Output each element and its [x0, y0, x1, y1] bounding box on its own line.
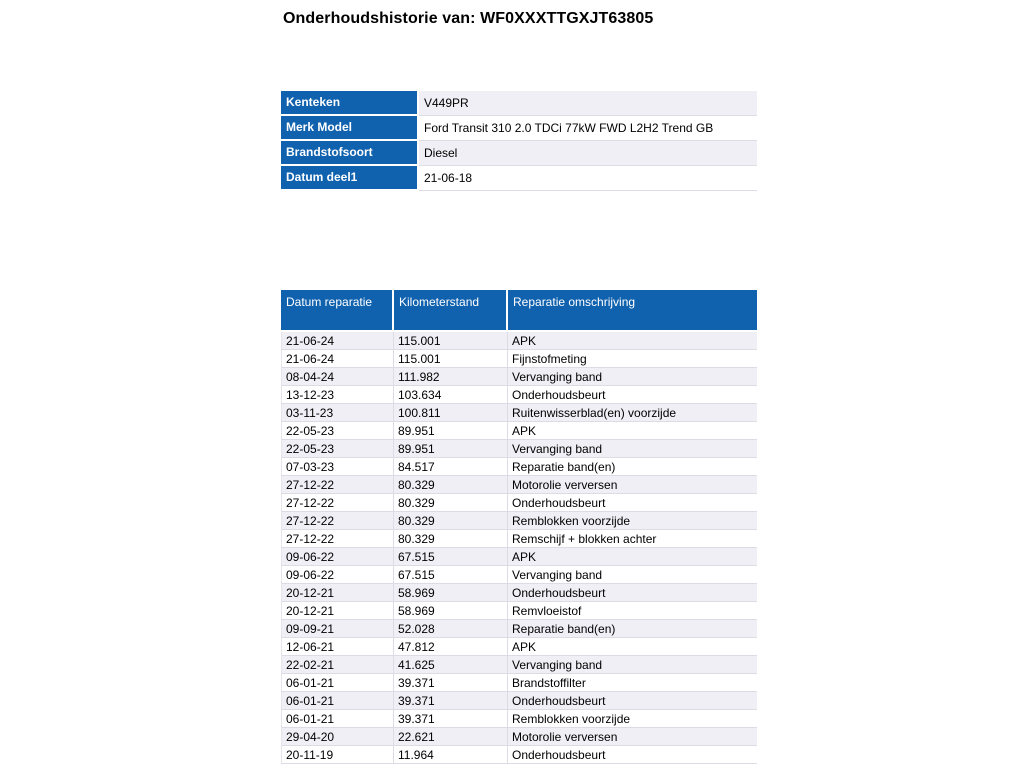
table-row [281, 368, 757, 386]
table-row [281, 548, 757, 566]
cell-datum-reparatie: 06-01-21 [282, 692, 394, 709]
cell-kilometerstand: 22.621 [394, 728, 508, 745]
cell-kilometerstand: 41.625 [394, 656, 508, 673]
info-value: 21-06-18 [419, 166, 757, 191]
cell-kilometerstand: 67.515 [394, 566, 508, 583]
table-row [281, 476, 757, 494]
cell-datum-reparatie: 21-06-24 [282, 350, 394, 367]
cell-reparatie-omschrijving: Remblokken voorzijde [512, 712, 631, 726]
table-row [281, 566, 757, 584]
info-row [281, 116, 757, 141]
cell-reparatie-omschrijving: Onderhoudsbeurt [512, 694, 606, 708]
table-row [281, 404, 757, 422]
cell-datum-reparatie: 09-09-21 [282, 620, 394, 637]
table-row [281, 386, 757, 404]
cell-reparatie-omschrijving: APK [512, 334, 537, 348]
info-value: V449PR [419, 91, 757, 116]
cell-kilometerstand: 11.964 [394, 746, 508, 763]
cell-kilometerstand: 39.371 [394, 692, 508, 709]
cell-reparatie-omschrijving: Brandstoffilter [512, 676, 586, 690]
info-label: Kenteken [281, 91, 419, 116]
table-row [281, 350, 757, 368]
cell-kilometerstand: 89.951 [394, 440, 508, 457]
column-header [508, 290, 757, 330]
table-row [281, 458, 757, 476]
cell-reparatie-omschrijving: Onderhoudsbeurt [512, 748, 606, 762]
cell-reparatie-omschrijving: Vervanging band [512, 658, 603, 672]
cell-reparatie-omschrijving: Reparatie band(en) [512, 460, 616, 474]
cell-datum-reparatie: 22-05-23 [282, 440, 394, 457]
cell-datum-reparatie: 20-12-21 [282, 584, 394, 601]
cell-datum-reparatie: 12-06-21 [282, 638, 394, 655]
column-header [281, 290, 394, 330]
cell-kilometerstand: 58.969 [394, 602, 508, 619]
cell-kilometerstand: 84.517 [394, 458, 508, 475]
cell-kilometerstand: 100.811 [394, 404, 508, 421]
info-row [281, 141, 757, 166]
cell-datum-reparatie: 20-12-21 [282, 602, 394, 619]
table-row [281, 620, 757, 638]
cell-reparatie-omschrijving: Vervanging band [512, 370, 603, 384]
table-row [281, 422, 757, 440]
cell-kilometerstand: 103.634 [394, 386, 508, 403]
cell-datum-reparatie: 09-06-22 [282, 548, 394, 565]
cell-reparatie-omschrijving: Remvloeistof [512, 604, 582, 618]
table-row [281, 746, 757, 764]
cell-kilometerstand: 80.329 [394, 512, 508, 529]
cell-datum-reparatie: 06-01-21 [282, 710, 394, 727]
cell-datum-reparatie: 27-12-22 [282, 530, 394, 547]
cell-kilometerstand: 80.329 [394, 530, 508, 547]
cell-kilometerstand: 58.969 [394, 584, 508, 601]
info-label: Brandstofsoort [281, 141, 419, 166]
table-row [281, 494, 757, 512]
cell-reparatie-omschrijving: Onderhoudsbeurt [512, 388, 606, 402]
table-row [281, 638, 757, 656]
column-header [394, 290, 508, 330]
page-title: Onderhoudshistorie van: WF0XXXTTGXJT63805 [283, 10, 654, 27]
cell-reparatie-omschrijving: Remschijf + blokken achter [512, 532, 657, 546]
cell-datum-reparatie: 20-11-19 [282, 746, 394, 763]
table-row [281, 602, 757, 620]
cell-reparatie-omschrijving: APK [512, 550, 537, 564]
cell-kilometerstand: 80.329 [394, 476, 508, 493]
cell-reparatie-omschrijving: APK [512, 640, 537, 654]
info-value: Diesel [419, 141, 757, 166]
info-value: Ford Transit 310 2.0 TDCi 77kW FWD L2H2 Trend GB [419, 116, 757, 141]
cell-kilometerstand: 39.371 [394, 710, 508, 727]
cell-datum-reparatie: 13-12-23 [282, 386, 394, 403]
table-row [281, 512, 757, 530]
cell-reparatie-omschrijving: APK [512, 424, 537, 438]
column-header-label: Reparatie omschrijving [513, 295, 636, 309]
info-row [281, 166, 757, 191]
table-row [281, 440, 757, 458]
table-row [281, 584, 757, 602]
cell-reparatie-omschrijving: Onderhoudsbeurt [512, 586, 606, 600]
cell-datum-reparatie: 22-05-23 [282, 422, 394, 439]
cell-reparatie-omschrijving: Reparatie band(en) [512, 622, 616, 636]
table-row [281, 674, 757, 692]
cell-kilometerstand: 89.951 [394, 422, 508, 439]
history-header-row [281, 290, 757, 330]
cell-datum-reparatie: 09-06-22 [282, 566, 394, 583]
cell-datum-reparatie: 06-01-21 [282, 674, 394, 691]
vehicle-info-table [281, 91, 757, 191]
cell-datum-reparatie: 27-12-22 [282, 494, 394, 511]
table-row [281, 530, 757, 548]
cell-datum-reparatie: 21-06-24 [282, 332, 394, 349]
cell-kilometerstand: 47.812 [394, 638, 508, 655]
column-header-label: Kilometerstand [399, 295, 480, 309]
info-label: Merk Model [281, 116, 419, 141]
cell-datum-reparatie: 29-04-20 [282, 728, 394, 745]
cell-datum-reparatie: 27-12-22 [282, 512, 394, 529]
cell-reparatie-omschrijving: Vervanging band [512, 568, 603, 582]
table-row [281, 710, 757, 728]
cell-datum-reparatie: 22-02-21 [282, 656, 394, 673]
table-row [281, 332, 757, 350]
cell-reparatie-omschrijving: Onderhoudsbeurt [512, 496, 606, 510]
cell-kilometerstand: 52.028 [394, 620, 508, 637]
cell-reparatie-omschrijving: Motorolie verversen [512, 478, 618, 492]
table-row [281, 656, 757, 674]
info-label: Datum deel1 [281, 166, 419, 191]
history-body [281, 332, 757, 764]
table-row [281, 728, 757, 746]
cell-kilometerstand: 39.371 [394, 674, 508, 691]
cell-datum-reparatie: 07-03-23 [282, 458, 394, 475]
info-row [281, 91, 757, 116]
cell-reparatie-omschrijving: Ruitenwisserblad(en) voorzijde [512, 406, 677, 420]
cell-reparatie-omschrijving: Vervanging band [512, 442, 603, 456]
cell-kilometerstand: 111.982 [394, 368, 508, 385]
cell-kilometerstand: 67.515 [394, 548, 508, 565]
cell-reparatie-omschrijving: Motorolie verversen [512, 730, 618, 744]
column-header-label: Datum reparatie [286, 295, 373, 309]
table-row [281, 692, 757, 710]
cell-datum-reparatie: 27-12-22 [282, 476, 394, 493]
cell-kilometerstand: 115.001 [394, 332, 508, 349]
cell-kilometerstand: 115.001 [394, 350, 508, 367]
cell-reparatie-omschrijving: Fijnstofmeting [512, 352, 587, 366]
cell-kilometerstand: 80.329 [394, 494, 508, 511]
cell-datum-reparatie: 03-11-23 [282, 404, 394, 421]
repair-history-table [281, 290, 757, 764]
cell-reparatie-omschrijving: Remblokken voorzijde [512, 514, 631, 528]
cell-datum-reparatie: 08-04-24 [282, 368, 394, 385]
